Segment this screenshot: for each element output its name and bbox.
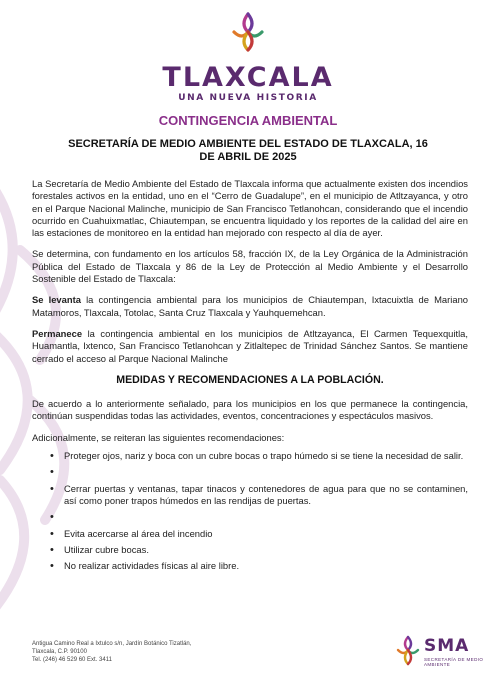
remains-text: la contingencia ambiental en los municipios de Atltzayanca, El Carmen Tequexquitla, Huamantla, Ixtenco, San Francisco Tetlanohcan y Zitlaltepec de Trinidad Sánchez Santos. Se mantiene cerrado el acceso al Parque Nacional Malinche [32,327,468,364]
paragraph-intro: La Secretaría de Medio Ambiente del Estado de Tlaxcala informa que actualmente existen dos incendios forestales activos en la entidad, uno en el “Cerro de Guadalupe”, en el municipio de Atltzayanca, y otro en el Parque Nacional Malinche, municipio de San Francisco Tetlanohcan, considerando que el incendio ocurrido en Cuahuixmatlac, Chiautempan, se encuentra liquidado y los reportes de la calidad del aire en las estaciones de monitoreo en la entidad han mejorado con respecto al día de ayer. [32,178,468,239]
footer-address [32,640,232,664]
tlaxcala-logo-icon [230,10,266,54]
document-title: CONTINGENCIA AMBIENTAL [158,113,338,128]
paragraph-legal-basis: Se determina, con fundamento en los artículos 58, fracción IX, de la Ley Orgánica de la Administración Pública del Estado de Tlaxcala y 86 de la Ley de Protección al Medio Ambiente y el Desarrollo Sostenible del Estado de Tlaxcala: [32,248,468,285]
document-subtitle: SECRETARÍA DE MEDIO AMBIENTE DEL ESTADO DE TLAXCALA, 16 DE ABRIL DE 2025 [68,138,428,163]
address-line: Tlaxcala, C.P. 90100 [32,649,87,655]
list-item [50,466,468,478]
list-item: • Cerrar puertas y ventanas, tapar tinacos y contenedores de agua para que no se contaminen, así como poner trapos húmedos en las rendijas de puertas. [50,483,468,508]
paragraph-lifted [32,294,468,319]
address-line: Tel. (246) 46 529 60 Ext. 3411 [32,657,112,663]
lifted-text: la contingencia ambiental para los municipios de Chiautempan, Ixtacuixtla de Mariano Matamoros, Tlaxcala, Totolac, Santa Cruz Tlaxcala y Yauhquemehcan. [32,294,468,318]
sma-logo-icon [396,634,420,666]
recommendations-list [50,450,468,572]
brand-tagline: UNA NUEVA HISTORIA [178,93,318,103]
list-item [50,511,468,523]
lifted-label: Se levanta [32,294,81,306]
list-item: • Utilizar cubre bocas. [50,544,468,556]
list-item: • No realizar actividades físicas al aire libre. [50,560,468,572]
document-body [32,178,468,576]
paragraph-suspended: De acuerdo a lo anteriormente señalado, para los municipios en los que permanece la contingencia, continúan suspendidas todas las actividades, eventos, concentraciones y espectáculos masivos. [32,398,468,422]
paragraph-remains [32,328,468,365]
sma-subtitle: SECRETARÍA DE MEDIO AMBIENTE [424,657,484,667]
section-heading: MEDIDAS Y RECOMENDACIONES A LA POBLACIÓN. [116,373,384,386]
address-line: Antigua Camino Real a Ixtulco s/n, Jardín Botánico Tizatlán, [32,641,192,647]
remains-label: Permanece [32,327,83,339]
sma-logo-block [396,632,490,672]
brand-name: TLAXCALA [162,62,334,93]
sma-name: SMA [424,636,470,656]
paragraph-recommendations-intro: Adicionalmente, se reiteran las siguientes recomendaciones: [32,431,285,443]
list-item: • Proteger ojos, nariz y boca con un cubre bocas o trapo húmedo si se tiene la necesidad de salir. [50,450,468,462]
list-item: • Evita acercarse al área del incendio [50,528,468,540]
